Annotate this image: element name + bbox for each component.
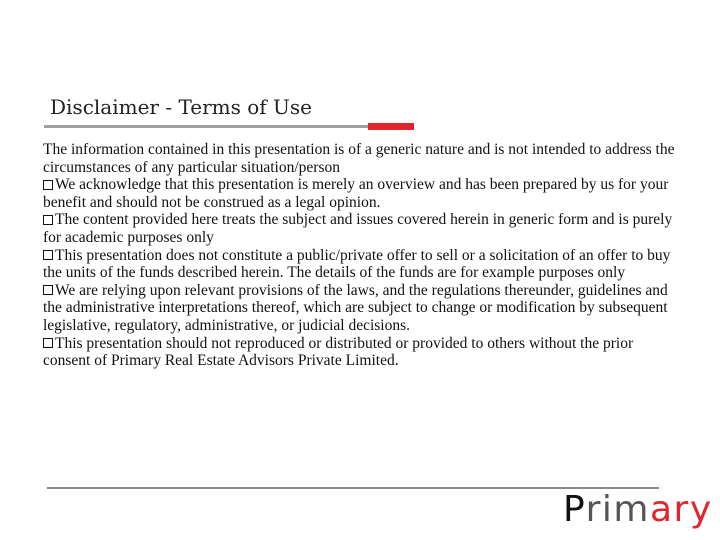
bullet-item — [43, 247, 683, 282]
title-underline — [44, 125, 368, 128]
title-accent-bar — [368, 123, 414, 130]
logo-part: P — [563, 489, 586, 530]
hollow-square-icon — [43, 215, 53, 225]
bullet-text: This presentation does not constitute a public/private offer to sell or a solicitation of an offer to buy the units of the funds described herein. The details of the funds are for example purposes only — [43, 246, 671, 282]
bullet-item — [43, 176, 683, 211]
hollow-square-icon — [43, 180, 53, 190]
primary-logo — [563, 488, 713, 532]
bullet-text: We are relying upon relevant provisions of the laws, and the regulations thereunder, guidelines and the administrative interpretations thereof, which are subject to change or modification by subsequent legislative, regulatory, administrative, or judicial decisions. — [43, 281, 668, 334]
logo-part: rim — [585, 489, 650, 530]
bullet-text: The content provided here treats the subject and issues covered herein in generic form and is purely for academic purposes only — [43, 211, 673, 246]
bullet-item — [43, 335, 683, 370]
intro-paragraph: The information contained in this presentation is of a generic nature and is not intended to address the circumstances of any particular situation/person — [43, 141, 675, 176]
slide-title: Disclaimer - Terms of Use — [50, 95, 312, 119]
bullet-text: This presentation should not reproduced or distributed or provided to others without the prior consent of Primary Real Estate Advisors Private Limited. — [43, 334, 634, 370]
bullet-item — [43, 282, 683, 335]
hollow-square-icon — [43, 250, 53, 260]
logo-part: ary — [649, 489, 713, 530]
disclaimer-body — [43, 141, 683, 370]
hollow-square-icon — [43, 285, 53, 295]
bullet-item — [43, 211, 683, 246]
hollow-square-icon — [43, 338, 53, 348]
bullet-text: We acknowledge that this presentation is merely an overview and has been prepared by us for your benefit and should not be construed as a legal opinion. — [43, 176, 669, 211]
